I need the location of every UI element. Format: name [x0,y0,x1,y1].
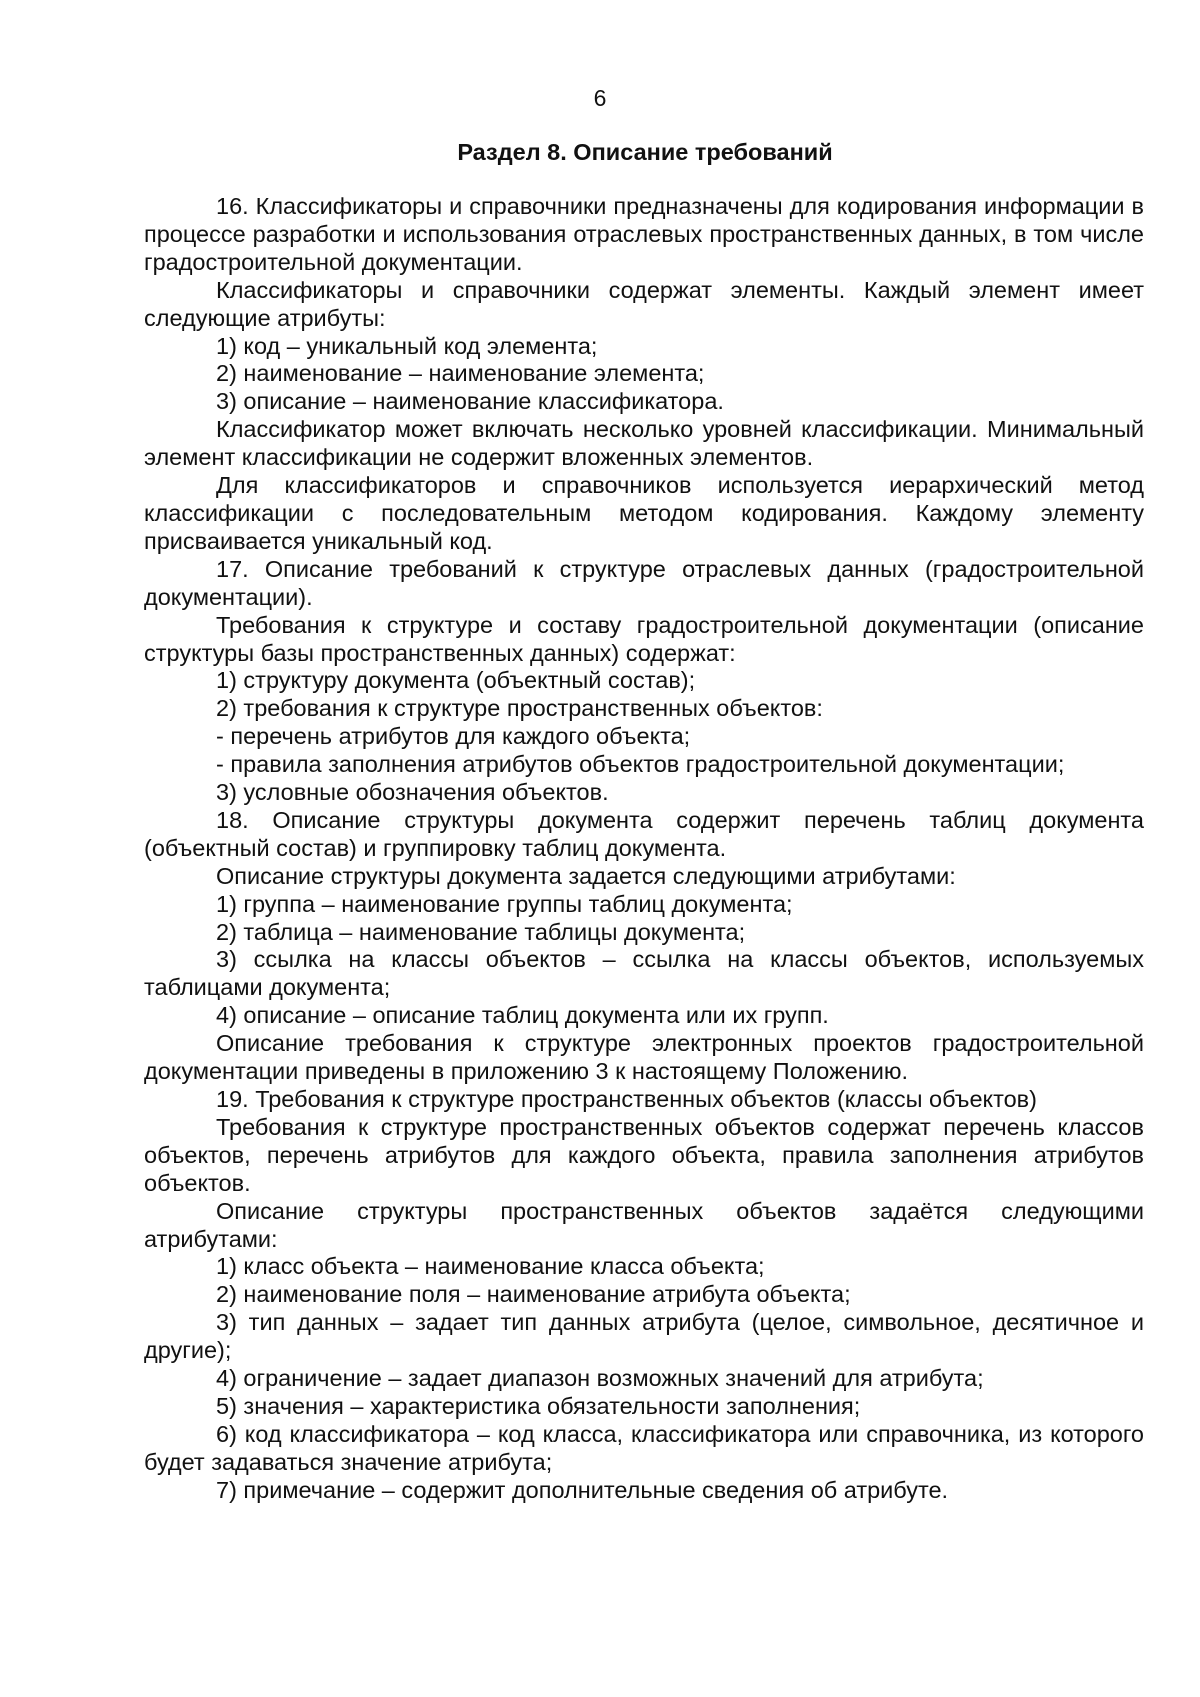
paragraph: 18. Описание структуры документа содержит перечень таблиц документа (объектный состав) и группировку таблиц документа. [144,806,1144,861]
paragraph: Классификатор может включать несколько уровней классификации. Минимальный элемент классификации не содержит вложенных элементов. [144,416,1144,471]
section-title: Раздел 8. Описание требований [457,139,833,165]
paragraph: Требования к структуре пространственных объектов содержат перечень классов объектов, перечень атрибутов для каждого объекта, правила заполнения атрибутов объектов. [144,1113,1144,1196]
list-item: 6) код классификатора – код класса, классификатора или справочника, из которого будет задаваться значение атрибута; [144,1420,1144,1475]
list-item: 3) тип данных – задает тип данных атрибута (целое, символьное, десятичное и другие); [144,1309,1144,1364]
list-item: - правила заполнения атрибутов объектов градостроительной документации; [216,751,1065,778]
paragraph: Описание структуры документа задается следующими атрибутами: [216,862,956,889]
list-item: 1) группа – наименование группы таблиц документа; [216,890,793,917]
list-item: 5) значения – характеристика обязательности заполнения; [216,1392,861,1419]
list-item: 3) описание – наименование классификатора. [216,388,724,415]
list-item: - перечень атрибутов для каждого объекта; [216,723,691,750]
paragraph: Описание требования к структуре электронных проектов градостроительной документации приведены в приложению 3 к настоящему Положению. [144,1030,1144,1085]
paragraph: Описание структуры пространственных объектов задаётся следующими атрибутами: [144,1197,1144,1252]
list-item: 2) таблица – наименование таблицы документа; [216,918,746,945]
list-item: 1) структуру документа (объектный состав); [216,667,696,694]
page-number: 6 [593,85,607,111]
paragraph: 17. Описание требований к структуре отраслевых данных (градостроительной документации). [144,555,1144,610]
paragraph: 16. Классификаторы и справочники предназначены для кодирования информации в процессе разработки и использования отраслевых пространственных данных, в том числе градостроительной документации. [144,193,1144,275]
list-item: 3) условные обозначения объектов. [216,779,609,806]
paragraph: Для классификаторов и справочников используется иерархический метод классификации с последовательным методом кодирования. Каждому элементу присваивается уникальный код. [144,472,1144,554]
list-item: 4) ограничение – задает диапазон возможных значений для атрибута; [216,1365,984,1392]
paragraph: Требования к структуре и составу градостроительной документации (описание структуры базы пространственных данных) содержат: [144,611,1144,666]
list-item: 7) примечание – содержит дополнительные сведения об атрибуте. [216,1476,949,1503]
list-item: 2) наименование – наименование элемента; [216,360,705,387]
list-item: 1) класс объекта – наименование класса объекта; [216,1253,765,1280]
list-item: 2) требования к структуре пространственных объектов: [216,695,823,722]
list-item: 3) ссылка на классы объектов – ссылка на классы объектов, используемых таблицами документа; [144,946,1144,1001]
list-item: 2) наименование поля – наименование атрибута объекта; [216,1281,851,1308]
list-item: 4) описание – описание таблиц документа или их групп. [216,1002,829,1029]
body-text [144,193,1144,1505]
list-item: 1) код – уникальный код элемента; [216,332,598,359]
paragraph: 19. Требования к структуре пространственных объектов (классы объектов) [216,1086,1037,1112]
paragraph: Классификаторы и справочники содержат элементы. Каждый элемент имеет следующие атрибуты: [144,276,1144,331]
